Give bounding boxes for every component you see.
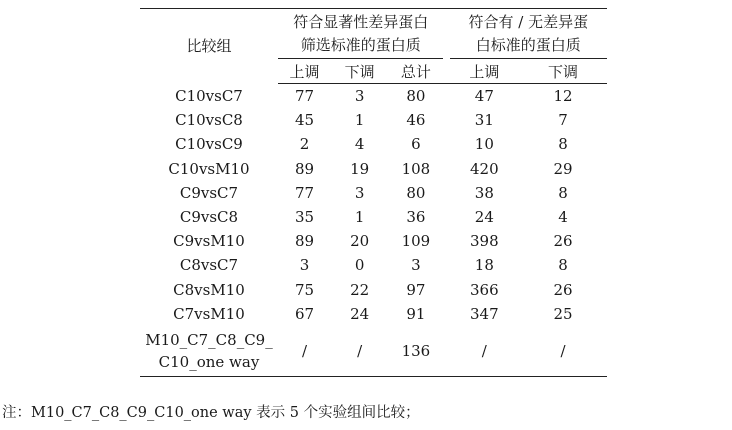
comparison-cell: C10vsC8 bbox=[175, 111, 243, 130]
g1-down-cell: 22 bbox=[350, 280, 370, 299]
g2-down-cell: 8 bbox=[558, 135, 568, 154]
g1-total-cell: 46 bbox=[406, 111, 426, 130]
presence-absence-header-line1: 符合有 / 无差异蛋 bbox=[468, 13, 589, 31]
g2-down-cell: 8 bbox=[558, 183, 568, 202]
table-footnote: 注：M10_C7_C8_C9_C10_one way 表示 5 个实验组间比较； bbox=[2, 405, 420, 421]
one-way-label-line2: C10_one way bbox=[158, 352, 260, 371]
g2-down-header: 下调 bbox=[519, 59, 607, 84]
g2-up-cell: 18 bbox=[474, 256, 494, 275]
g1-total-cell: 136 bbox=[401, 341, 431, 360]
g1-up-cell: 89 bbox=[294, 232, 315, 251]
table-row bbox=[140, 181, 607, 205]
g2-down-cell: 12 bbox=[553, 87, 573, 106]
g2-up-cell: 24 bbox=[474, 208, 494, 227]
g1-down-cell: 4 bbox=[354, 135, 365, 154]
significant-diff-group-header bbox=[278, 9, 444, 59]
g2-up-cell: 31 bbox=[474, 111, 494, 130]
comparison-cell: C10vsM10 bbox=[168, 159, 250, 178]
g2-up-cell: 420 bbox=[470, 159, 499, 178]
significant-diff-header-line2: 筛选标准的蛋白质 bbox=[300, 36, 421, 54]
g1-down-cell: 20 bbox=[350, 232, 370, 251]
table-row bbox=[140, 157, 607, 181]
g1-down-cell: 24 bbox=[350, 304, 370, 323]
g2-up-cell: 398 bbox=[470, 232, 499, 251]
g1-total-cell: 80 bbox=[406, 87, 426, 106]
g1-total-cell: 108 bbox=[401, 159, 431, 178]
table-row bbox=[140, 278, 607, 302]
g2-up-cell: 10 bbox=[474, 135, 494, 154]
table-row bbox=[140, 108, 607, 132]
table-row bbox=[140, 253, 607, 277]
g1-down-cell: 0 bbox=[354, 256, 365, 275]
table-row bbox=[140, 205, 607, 229]
g1-down-cell: / bbox=[357, 341, 363, 360]
g2-down-cell: 7 bbox=[558, 111, 568, 130]
g1-total-cell: 36 bbox=[406, 208, 426, 227]
comparison-cell: C8vsM10 bbox=[173, 280, 245, 299]
g1-up-cell: 77 bbox=[294, 87, 315, 106]
protein-comparison-table bbox=[140, 8, 607, 377]
g2-down-cell: 8 bbox=[558, 256, 568, 275]
g2-up-cell: 47 bbox=[474, 87, 494, 106]
presence-absence-header-line2: 白标准的蛋白质 bbox=[475, 36, 581, 54]
comparison-cell: C9vsC8 bbox=[179, 208, 239, 227]
protein-comparison-table-wrapper bbox=[140, 8, 607, 377]
header-row-1 bbox=[140, 9, 607, 59]
g2-down-cell: 25 bbox=[553, 304, 573, 323]
g2-down-cell: / bbox=[560, 341, 566, 360]
significant-diff-header-line1: 符合显著性差异蛋白 bbox=[293, 13, 429, 31]
table-row bbox=[140, 302, 607, 326]
comparison-cell: C8vsC7 bbox=[179, 256, 239, 275]
comparison-cell: C9vsM10 bbox=[173, 232, 245, 251]
table-row bbox=[140, 132, 607, 156]
g1-total-header: 总计 bbox=[388, 59, 443, 84]
comparison-cell-one-way bbox=[140, 326, 278, 377]
table-body bbox=[140, 84, 607, 377]
presence-absence-group-header bbox=[450, 9, 607, 59]
g1-total-cell: 80 bbox=[406, 183, 426, 202]
g2-up-cell: 38 bbox=[474, 183, 494, 202]
g1-down-cell: 1 bbox=[354, 208, 365, 227]
g1-down-cell: 3 bbox=[354, 87, 365, 106]
g1-up-cell: 2 bbox=[299, 135, 310, 154]
one-way-label-line1: M10_C7_C8_C9_ bbox=[145, 330, 273, 349]
g2-up-cell: / bbox=[481, 341, 487, 360]
g1-up-cell: 3 bbox=[299, 256, 310, 275]
g1-total-cell: 97 bbox=[406, 280, 426, 299]
table-row bbox=[140, 229, 607, 253]
g1-down-cell: 19 bbox=[350, 159, 370, 178]
g1-up-cell: 77 bbox=[294, 183, 315, 202]
g1-total-cell: 6 bbox=[411, 135, 421, 154]
table-row bbox=[140, 84, 607, 109]
g1-total-cell: 109 bbox=[401, 232, 431, 251]
g2-up-cell: 366 bbox=[470, 280, 499, 299]
g2-down-cell: 4 bbox=[558, 208, 568, 227]
g1-total-cell: 91 bbox=[406, 304, 426, 323]
g2-down-cell: 26 bbox=[553, 280, 573, 299]
comparison-cell: C10vsC9 bbox=[175, 135, 243, 154]
g2-down-cell: 26 bbox=[553, 232, 573, 251]
g2-up-cell: 347 bbox=[470, 304, 499, 323]
comparison-cell: C10vsC7 bbox=[175, 86, 243, 105]
g1-up-cell: 67 bbox=[294, 304, 315, 323]
g2-up-header: 上调 bbox=[450, 59, 519, 84]
g2-down-cell: 29 bbox=[553, 159, 573, 178]
g1-down-cell: 3 bbox=[354, 183, 365, 202]
g1-up-header: 上调 bbox=[278, 59, 331, 84]
g1-up-cell: 35 bbox=[294, 208, 315, 227]
comparison-cell: C9vsC7 bbox=[179, 183, 239, 202]
comparison-column-header: 比较组 bbox=[186, 37, 232, 56]
comparison-cell: C7vsM10 bbox=[173, 304, 245, 323]
g1-up-cell: / bbox=[301, 341, 308, 360]
g1-up-cell: 75 bbox=[294, 280, 315, 299]
g1-down-header: 下调 bbox=[331, 59, 388, 84]
g1-up-cell: 89 bbox=[294, 159, 315, 178]
g1-up-cell: 45 bbox=[294, 111, 315, 130]
g1-total-cell: 3 bbox=[411, 256, 421, 275]
g1-down-cell: 1 bbox=[354, 111, 365, 130]
table-row-one-way bbox=[140, 326, 607, 377]
